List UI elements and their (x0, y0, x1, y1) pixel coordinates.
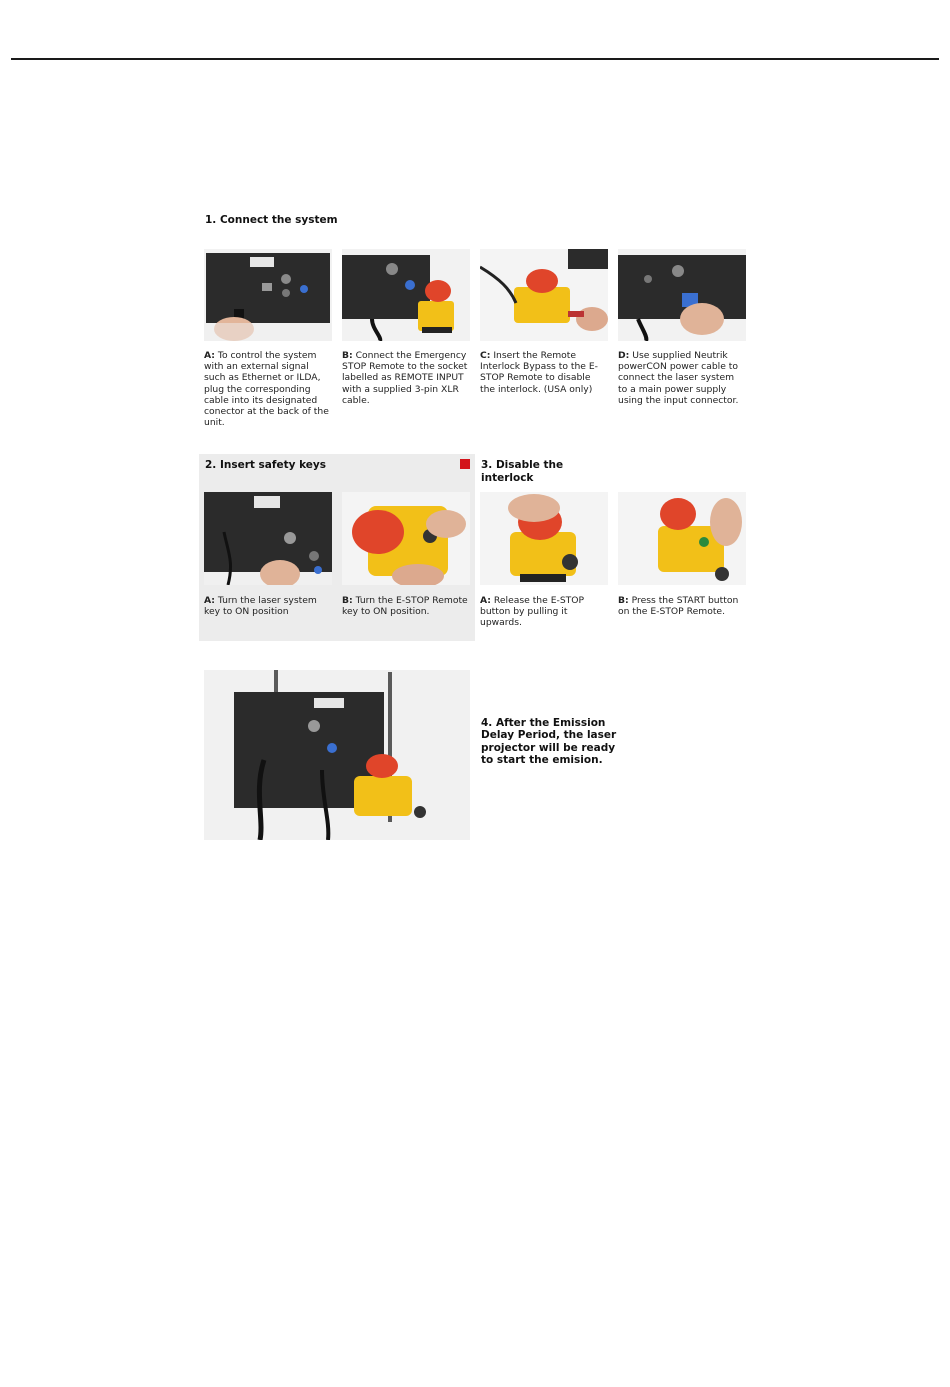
section-1-title: 1. Connect the system (205, 214, 338, 226)
step-1d-letter: D: (618, 350, 630, 361)
section-3-title (481, 459, 563, 485)
step-1b-letter: B: (342, 350, 353, 361)
step-2a-letter: A: (204, 595, 215, 606)
photo-press-start (618, 492, 746, 585)
step-1b-text: Connect the Emergency STOP Remote to the socket labelled as REMOTE INPUT with a supplied 3-pin XLR cable. (342, 350, 468, 406)
step-3a-caption (480, 595, 608, 629)
step-3b-letter: B: (618, 595, 629, 606)
step-2a-text: Turn the laser system key to ON position (204, 595, 317, 618)
step-1a-caption (204, 350, 332, 428)
step-1c-caption (480, 350, 608, 395)
photo-powercon-cable (618, 249, 746, 341)
step-3b-caption (618, 595, 746, 617)
step-1d-text: Use supplied Neutrik powerCON power cable to connect the laser system to a main power supply using the input connector. (618, 350, 739, 406)
photo-connect-estop-remote (342, 249, 470, 341)
header-rule (11, 58, 939, 60)
step-2b-letter: B: (342, 595, 353, 606)
photo-estop-key (342, 492, 470, 585)
step-2b-caption (342, 595, 470, 617)
section-4-text: 4. After the Emission Delay Period, the laser projector will be ready to start the emision. (481, 717, 617, 767)
step-1c-letter: C: (480, 350, 491, 361)
step-2a-caption (204, 595, 332, 617)
step-1c-text: Insert the Remote Interlock Bypass to the E-STOP Remote to disable the interlock. (USA only) (480, 350, 598, 395)
step-3a-text: Release the E-STOP button by pulling it upwards. (480, 595, 585, 629)
photo-release-estop (480, 492, 608, 585)
photo-system-ready (204, 670, 470, 840)
red-marker-square (460, 459, 470, 469)
section-2-title: 2. Insert safety keys (205, 459, 327, 471)
step-1d-caption (618, 350, 746, 406)
section-3-title-line1: 3. Disable the (481, 459, 564, 471)
step-1a-text: To control the system with an external signal such as Ethernet or ILDA, plug the corresponding cable into its designated conector at the back of the unit. (204, 350, 329, 429)
step-3b-text: Press the START button on the E-STOP Remote. (618, 595, 739, 618)
step-3a-letter: A: (480, 595, 491, 606)
step-1b-caption (342, 350, 470, 406)
photo-interlock-bypass (480, 249, 608, 341)
step-2b-text: Turn the E-STOP Remote key to ON position. (342, 595, 468, 618)
photo-laser-key (204, 492, 332, 585)
photo-connect-signal-cable (204, 249, 332, 341)
step-1a-letter: A: (204, 350, 215, 361)
section-3-title-line2: interlock (481, 472, 534, 484)
